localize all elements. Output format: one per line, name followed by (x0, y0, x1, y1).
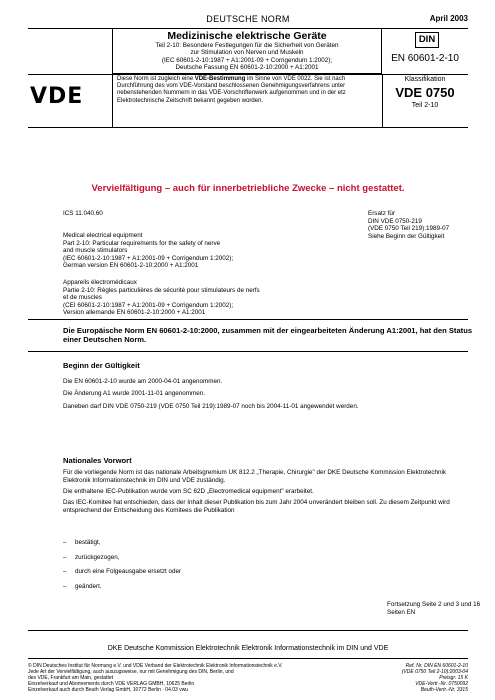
vde-text-post: im Sinne von VDE 0022. Sie ist nach Durchführung des vom VDE-Vorstand beschlossenen Genehmigungsverfahrens unter nebenstehenden Nummern in das VDE-Vorschriftenwerk aufgenommen und in der etz Elektrotechnische Zeitschrift bekannt gegeben worden. (117, 76, 346, 104)
foreword-paragraph: Die enthaltene IEC-Publikation wurde vom SC 62D „Electromedical equipment" erarbeitet. (63, 487, 314, 495)
footer-left-line: Einzelverkauf auch durch Beuth Verlag GmbH, 10772 Berlin · 04.03 vwu (28, 687, 189, 693)
decision-list (63, 539, 363, 597)
title-sub-line: zur Stimulation von Nerven und Muskeln (190, 49, 304, 57)
footer-right-line: VDE-Vertr.-Nr. 0750092 (415, 681, 468, 687)
list-item-text: bestätigt, (75, 539, 101, 546)
replacement-line: (VDE 0750 Teil 219):1989-07 (368, 225, 450, 233)
foreword-paragraph: Das IEC-Komitee hat entschieden, dass der Inhalt dieser Publikation bis zum Jahr 2004 unverändert bleiben soll. Zu diesem Zeitpunkt wird entsprechend der Entscheidung des Komitees die Publikation (63, 499, 450, 514)
standard-label: DEUTSCHE NORM (206, 14, 290, 24)
bullet-marker: – (63, 582, 67, 590)
bullet-marker: – (63, 568, 67, 575)
french-line: et de muscles (63, 294, 102, 302)
vde-text-bold: VDE-Bestimmung (194, 76, 246, 82)
title-sub-line: (IEC 60601-2-10:1987 + A1:2001-09 + Corrigendum 1:2002); (161, 56, 333, 64)
english-title (63, 232, 363, 270)
footer-right-line: Beuth-Vertr.-Nr. 3315 (420, 687, 468, 693)
vde-divider-left (112, 75, 113, 127)
footer-rule (28, 658, 468, 659)
bullet-marker: – (63, 553, 67, 561)
replacement-line: DIN VDE 0750-219 (368, 217, 422, 225)
list-item-text: durch eine Folgeausgabe ersetzt oder (75, 568, 182, 575)
classification-rule (28, 127, 468, 128)
bullet-marker: – (63, 539, 67, 546)
french-line: Version allemande EN 60601-2-10:2000 + A1:2001 (63, 309, 206, 317)
statement-bottom-rule (28, 351, 468, 352)
title-sub-line: Teil 2-10: Besondere Festlegungen für die Sicherheit von Geräten (155, 42, 339, 49)
list-item (63, 583, 363, 598)
replacement-info (368, 210, 478, 240)
footer-left-line: © DIN Deutsches Institut für Normung e.V. und VDE Verband der Elektrotechnik Elektronik Informationstechnik e.V. (28, 663, 283, 669)
foreword-heading: Nationales Vorwort (63, 456, 132, 465)
vde-logo: VDE (30, 84, 84, 109)
title-box (112, 29, 382, 74)
status-statement: Die Europäische Norm EN 60601-2-10:2000, zusammen mit der eingearbeiteten Änderung A1:2001, hat den Status einer Deutschen Norm. (63, 326, 473, 344)
validity-paragraph: Die EN 60601-2-10 wurde am 2000-04-01 angenommen. (63, 378, 223, 385)
vde-statement (117, 76, 377, 105)
english-line: (IEC 60601-2-10:1987 + A1:2001-09 + Corrigendum 1:2002); (63, 254, 234, 262)
footer-right-line: Preisgr. 15 K (439, 675, 468, 681)
english-line: and muscle stimulators (63, 247, 128, 255)
footer-right-line: Ref. Nr. DIN EN 60601-2-10 (405, 663, 468, 669)
din-box (382, 29, 468, 74)
french-title (63, 279, 373, 317)
footer-reference (368, 663, 468, 693)
title-bottom-rule (28, 74, 468, 75)
classification-part: Teil 2-10 (411, 102, 439, 109)
list-item-text: geändert. (75, 582, 102, 590)
continuation-note: Fortsetzung Seite 2 und 3 und 16 Seiten EN (387, 601, 481, 616)
classification-label: Klassifikation (404, 76, 446, 83)
din-logo: DIN (415, 32, 439, 48)
foreword-paragraph: Für die vorliegende Norm ist das nationale Arbeitsgremium UK 812.2 „Therapie, Chirurgie" der DKE Deutsche Kommission Elektrotechnik Elektronik Informationstechnik im DIN und VDE zuständig. (63, 469, 447, 484)
footer-copyright (28, 663, 378, 693)
validity-paragraph: Daneben darf DIN VDE 0750-219 (VDE 0750 Teil 219):1989-07 noch bis 2004-11-01 angewendet werden. (63, 402, 359, 410)
english-line: German version EN 60601-2-10:2000 + A1:2001 (63, 262, 199, 270)
statement-top-rule (28, 319, 468, 320)
issue-date: April 2003 (429, 14, 468, 23)
classification (382, 76, 468, 109)
footer-right-line: (VDE 0750 Teil 2-10):2003-04 (401, 669, 468, 675)
french-line: (CEI 60601-2-10:1987 + A1:2001-09 + Corrigendum 1:2002); (63, 301, 234, 309)
organization-top-rule (28, 630, 468, 631)
copy-warning: Vervielfältigung – auch für innerbetriebliche Zwecke – nicht gestattet. (91, 183, 405, 194)
title-sub-line: Deutsche Fassung EN 60601-2-10:2000 + A1:2001 (175, 64, 319, 72)
vde-text-pre: Diese Norm ist zugleich eine (117, 76, 195, 82)
din-number: EN 60601-2-10 (391, 53, 459, 64)
validity-paragraph: Die Änderung A1 wurde 2001-11-01 angenommen. (63, 390, 206, 398)
classification-number: VDE 0750 (395, 85, 455, 100)
english-line: Medical electrical equipment (63, 232, 143, 239)
french-line: Partie 2-10: Règles particulières de sécurité pour stimulateurs de nerfs (63, 286, 260, 294)
ics-code: ICS 11.040.60 (63, 210, 103, 217)
header (28, 14, 468, 28)
replacement-line: Siehe Beginn der Gültigkeit (368, 232, 445, 240)
foreword-section (63, 469, 473, 518)
validity-section (63, 378, 473, 415)
list-item-text: zurückgezogen, (75, 553, 120, 561)
list-item (63, 568, 363, 583)
footer-left-line: Einzelverkauf und Abonnements durch VDE VERLAG GMBH, 10625 Berlin (28, 681, 195, 687)
list-item (63, 554, 363, 569)
french-line: Appareils électromédicaux (63, 279, 137, 286)
validity-heading: Beginn der Gültigkeit (63, 361, 140, 370)
document-title: Medizinische elektrische Geräte (167, 30, 327, 42)
replacement-line: Ersatz für (368, 210, 395, 217)
footer-left-line: Jede Art der Vervielfältigung, auch auszugsweise, nur mit Genehmigung des DIN, Berlin, und (28, 669, 234, 675)
list-item (63, 539, 363, 554)
english-line: Part 2-10: Particular requirements for the safety of nerve (63, 239, 221, 247)
footer-left-line: des VDE, Frankfurt am Main, gestattet (28, 675, 114, 681)
organization-name: DKE Deutsche Kommission Elektrotechnik Elektronik Informationstechnik im DIN und VDE (107, 645, 389, 652)
